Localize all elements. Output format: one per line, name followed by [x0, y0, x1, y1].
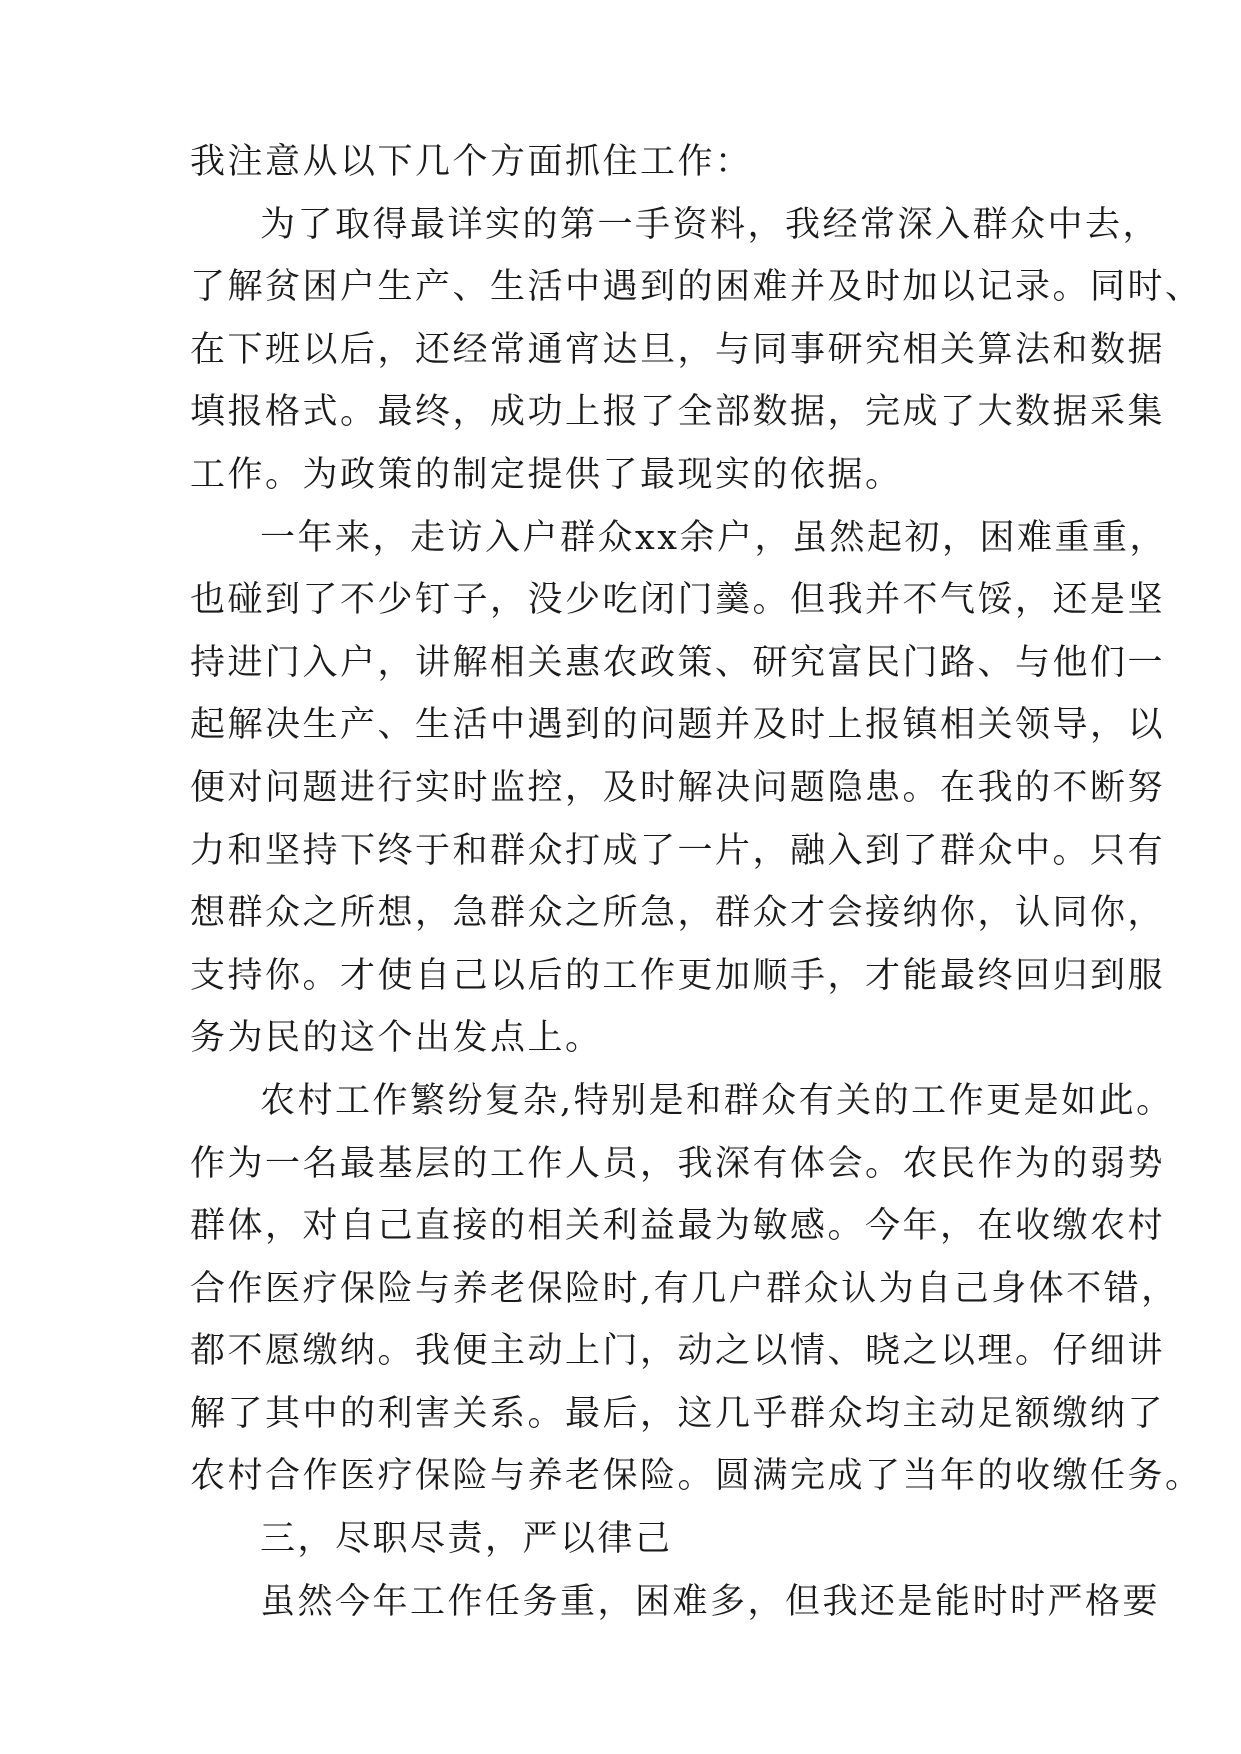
- text-line: 力和坚持下终于和群众打成了一片，融入到了群众中。只有: [190, 830, 1166, 871]
- text-line: 作为一名最基层的工作人员，我深有体会。农民作为的弱势: [190, 1143, 1166, 1184]
- text-line: 解了其中的利害关系。最后，这几乎群众均主动足额缴纳了: [190, 1393, 1166, 1434]
- text-line: 支持你。才使自己以后的工作更加顺手，才能最终回归到服: [190, 955, 1166, 996]
- section-heading: 三，尽职尽责，严以律己: [260, 1519, 673, 1560]
- text-line: 想群众之所想，急群众之所急，群众才会接纳你，认同你，: [190, 893, 1166, 934]
- text-line: 我注意从以下几个方面抓住工作：: [190, 142, 753, 182]
- paragraph-first-line: 为了取得最详实的第一手资料，我经常深入群众中去，: [260, 204, 1161, 245]
- text-line: 了解贫困户生产、生活中遇到的困难并及时加以记录。同时、: [190, 267, 1203, 308]
- text-line: 也碰到了不少钉子，没少吃闭门羹。但我并不气馁，还是坚: [190, 580, 1166, 621]
- text-line: 便对问题进行实时监控，及时解决问题隐患。在我的不断努: [190, 767, 1166, 808]
- paragraph-first-line: 农村工作繁纷复杂,特别是和群众有关的工作更是如此。: [260, 1080, 1174, 1121]
- text-line: 群体，对自己直接的相关利益最为敏感。今年，在收缴农村: [190, 1206, 1166, 1247]
- document-body: [190, 131, 1203, 1633]
- paragraph-first-line: 虽然今年工作任务重，困难多，但我还是能时时严格要: [260, 1581, 1161, 1622]
- paragraph-first-line: 一年来，走访入户群众xx余户，虽然起初，困难重重，: [260, 517, 1167, 558]
- text-line: 合作医疗保险与养老保险时,有几户群众认为自己身体不错，: [190, 1268, 1179, 1309]
- text-line: 农村合作医疗保险与养老保险。圆满完成了当年的收缴任务。: [190, 1456, 1203, 1497]
- text-line: 都不愿缴纳。我便主动上门，动之以情、晓之以理。仔细讲: [190, 1331, 1166, 1372]
- text-line: 持进门入户，讲解相关惠农政策、研究富民门路、与他们一: [190, 642, 1166, 683]
- text-line: 填报格式。最终，成功上报了全部数据，完成了大数据采集: [190, 392, 1166, 433]
- text-line: 务为民的这个出发点上。: [190, 1018, 603, 1059]
- text-line: 在下班以后，还经常通宵达旦，与同事研究相关算法和数据: [190, 329, 1166, 370]
- text-line: 工作。为政策的制定提供了最现实的依据。: [190, 454, 903, 495]
- text-line: 起解决生产、生活中遇到的问题并及时上报镇相关领导，以: [190, 705, 1166, 746]
